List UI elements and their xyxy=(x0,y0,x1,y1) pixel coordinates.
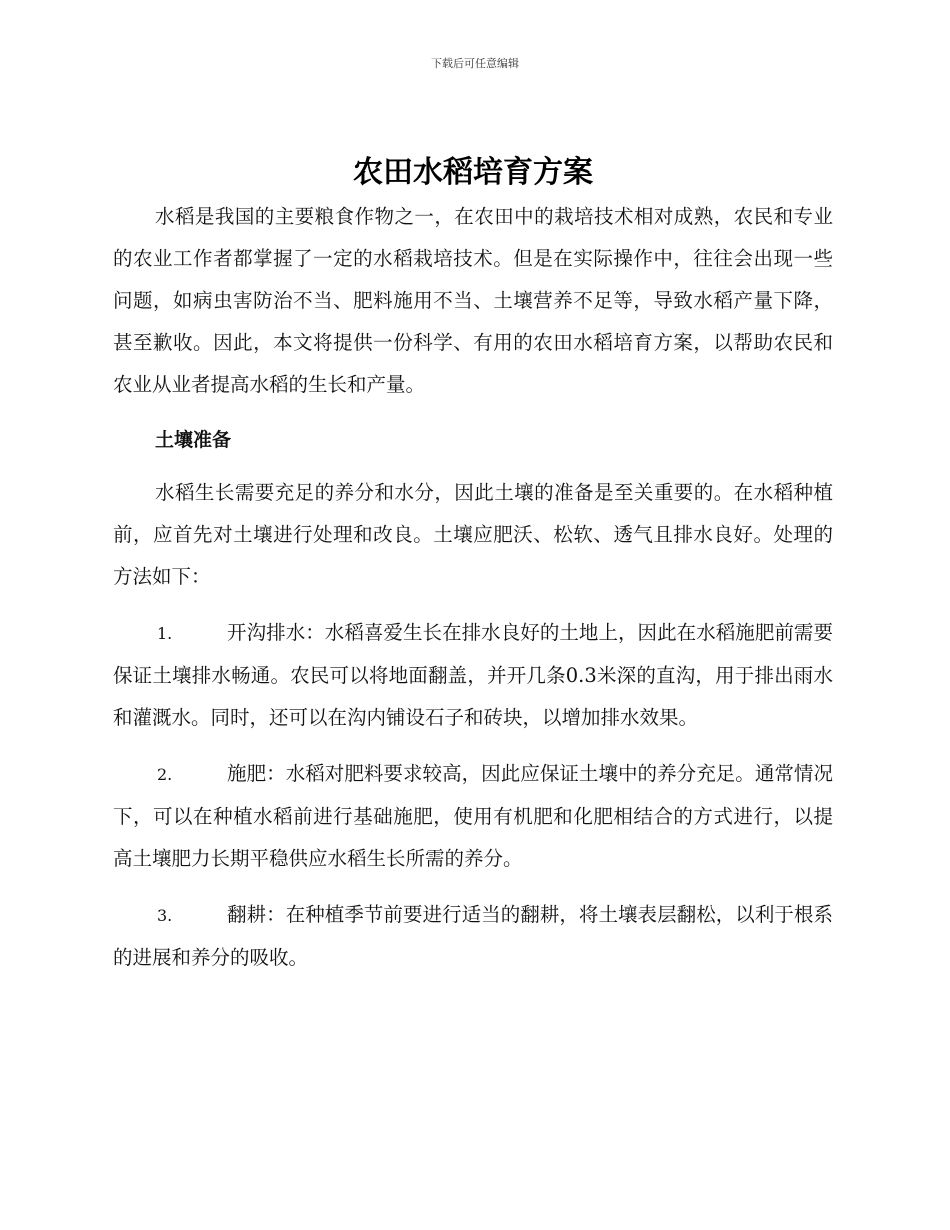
list-number: 2. xyxy=(157,765,173,784)
list-number: 1. xyxy=(157,624,173,643)
list-text: 施肥：水稻对肥料要求较高，因此应保证土壤中的养分充足。通常情况下，可以在种植水稻前进行基础施肥，使用有机肥和化肥相结合的方式进行，以提高土壤肥力长期平稳供应水稻生长所需的养分。 xyxy=(113,762,833,870)
list-number: 3. xyxy=(157,906,173,925)
section-heading-soil: 土壤准备 xyxy=(155,429,232,451)
list-item xyxy=(113,753,833,880)
document-body xyxy=(113,150,833,979)
list-text: 翻耕：在种植季节前要进行适当的翻耕，将土壤表层翻松，以利于根系的进展和养分的吸收。 xyxy=(113,903,833,969)
list-item xyxy=(113,612,833,739)
list-item xyxy=(113,894,833,979)
header-note: 下载后可任意编辑 xyxy=(431,57,519,70)
intro-paragraph: 水稻是我国的主要粮食作物之一，在农田中的栽培技术相对成熟，农民和专业的农业工作者都掌握了一定的水稻栽培技术。但是在实际操作中，往往会出现一些问题，如病虫害防治不当、肥料施用不当、土壤营养不足等，导致水稻产量下降，甚至歉收。因此，本文将提供一份科学、有用的农田水稻培育方案，以帮助农民和农业从业者提高水稻的生长和产量。 xyxy=(113,205,833,396)
list-text: 开沟排水：水稻喜爱生长在排水良好的土地上，因此在水稻施肥前需要保证土壤排水畅通。农民可以将地面翻盖，并开几条0.3米深的直沟，用于排出雨水和灌溉水。同时，还可以在沟内铺设石子和砖块，以增加排水效果。 xyxy=(113,621,833,729)
soil-paragraph: 水稻生长需要充足的养分和水分，因此土壤的准备是至关重要的。在水稻种植前，应首先对土壤进行处理和改良。土壤应肥沃、松软、透气且排水良好。处理的方法如下： xyxy=(113,481,833,588)
document-title: 农田水稻培育方案 xyxy=(353,155,593,190)
